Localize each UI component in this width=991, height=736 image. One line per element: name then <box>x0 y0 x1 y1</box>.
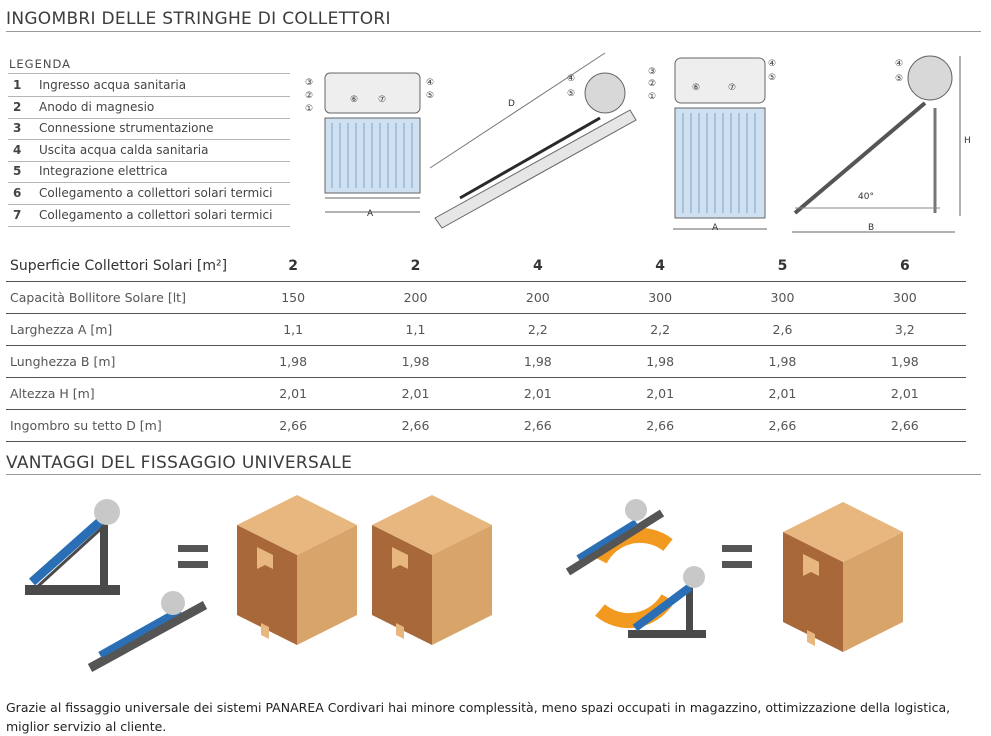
legend-item-number: 3 <box>13 121 22 136</box>
callout-4-right-a: ④ <box>426 78 435 88</box>
row-label: Altezza H [m] <box>6 378 232 410</box>
row-label: Ingombro su tetto D [m] <box>6 410 232 442</box>
specs-table <box>6 250 966 442</box>
table-cell: 1,98 <box>354 346 476 378</box>
table-cell: 2,01 <box>844 378 966 410</box>
advantages-illustration <box>0 490 991 685</box>
table-cell: 5 <box>721 250 843 282</box>
dim-a-label-1: A <box>367 209 374 219</box>
table-cell: 2 <box>354 250 476 282</box>
table-cell: 2,66 <box>599 410 721 442</box>
legend-item-number: 2 <box>13 99 22 114</box>
table-cell: 2,6 <box>721 314 843 346</box>
table-cell: 2,01 <box>721 378 843 410</box>
table-row <box>6 378 966 410</box>
technical-diagrams <box>300 48 980 238</box>
front-view-large <box>648 58 776 233</box>
row-label: Lunghezza B [m] <box>6 346 232 378</box>
table-cell: 2,66 <box>477 410 599 442</box>
legend-item-label: Collegamento a collettori solari termici <box>39 186 273 200</box>
table-cell: 4 <box>477 250 599 282</box>
legend-item <box>8 183 290 205</box>
table-cell: 200 <box>477 282 599 314</box>
callout-2-left-a: ② <box>305 91 314 101</box>
side-view-frame <box>792 56 971 233</box>
legend-item <box>8 205 290 227</box>
table-cell: 300 <box>721 282 843 314</box>
legend-item-label: Connessione strumentazione <box>39 121 214 136</box>
footer-text: Grazie al fissaggio universale dei sistemi PANAREA Cordivari hai minore complessità, meno spazi occupati in magazzino, ottimizzazione della logistica, miglior servizio al cliente. <box>6 700 951 734</box>
rotating-systems <box>568 499 706 638</box>
table-cell: 300 <box>844 282 966 314</box>
callout-4-right-b: ④ <box>768 59 777 69</box>
row-label: Superficie Collettori Solari [m²] <box>6 250 232 282</box>
table-cell: 150 <box>232 282 354 314</box>
legend-item-number: 4 <box>13 142 22 157</box>
table-cell: 2 <box>232 250 354 282</box>
callout-6-a: ⑥ <box>350 95 359 105</box>
legend-item-label: Collegamento a collettori solari termici <box>39 207 273 222</box>
row-label: Larghezza A [m] <box>6 314 232 346</box>
legend-item <box>8 97 290 119</box>
table-row <box>6 282 966 314</box>
callout-7-b: ⑦ <box>728 83 737 93</box>
legend-item <box>8 140 290 162</box>
angle-label: 40° <box>858 192 874 202</box>
table-cell: 2,66 <box>721 410 843 442</box>
legend-item-label: Integrazione elettrica <box>39 164 168 179</box>
table-cell: 2,01 <box>599 378 721 410</box>
table-cell: 2,66 <box>232 410 354 442</box>
table-cell: 1,98 <box>844 346 966 378</box>
box-icon-1 <box>237 495 357 645</box>
callout-5-frame: ⑤ <box>895 74 904 84</box>
callout-6-b: ⑥ <box>692 83 701 93</box>
table-cell: 1,1 <box>354 314 476 346</box>
table-cell: 1,98 <box>232 346 354 378</box>
dim-d-label: D <box>508 99 515 109</box>
callout-5-right-a: ⑤ <box>426 91 435 101</box>
table-cell: 2,01 <box>354 378 476 410</box>
callout-4-frame: ④ <box>895 59 904 69</box>
equals-sign-1 <box>178 545 208 568</box>
table-cell: 200 <box>354 282 476 314</box>
legend-item-number: 1 <box>13 78 22 92</box>
callout-4-side: ④ <box>567 74 576 84</box>
dim-h-label: H <box>964 136 971 146</box>
callout-3-left-b: ③ <box>648 67 657 77</box>
side-view-roof <box>430 53 636 228</box>
callout-5-right-b: ⑤ <box>768 73 777 83</box>
section-title-rule <box>6 31 981 32</box>
legend-item <box>8 118 290 140</box>
legend-item-number: 7 <box>13 207 22 222</box>
table-row <box>6 410 966 442</box>
table-cell: 2,66 <box>354 410 476 442</box>
legend-top-rule <box>8 73 290 74</box>
legend-item-label: Uscita acqua calda sanitaria <box>39 142 209 157</box>
legend-item-label: Ingresso acqua sanitaria <box>39 78 187 92</box>
table-cell: 4 <box>599 250 721 282</box>
legend-item-number: 6 <box>13 186 22 200</box>
table-cell: 2,2 <box>477 314 599 346</box>
callout-2-left-b: ② <box>648 79 657 89</box>
legend-item-number: 5 <box>13 164 22 179</box>
system-frame-mounted <box>25 499 120 595</box>
front-view-small <box>305 73 434 219</box>
table-cell: 300 <box>599 282 721 314</box>
legend-title: LEGENDA <box>9 57 71 71</box>
system-roof-mounted <box>90 591 205 668</box>
table-cell: 2,01 <box>232 378 354 410</box>
callout-7-a: ⑦ <box>378 95 387 105</box>
legend-item <box>8 75 290 97</box>
table-cell: 6 <box>844 250 966 282</box>
section-title-vantaggi: VANTAGGI DEL FISSAGGIO UNIVERSALE <box>6 453 353 473</box>
table-cell: 2,66 <box>844 410 966 442</box>
box-icon-2 <box>372 495 492 645</box>
table-cell: 1,1 <box>232 314 354 346</box>
section-title-ingombri: INGOMBRI DELLE STRINGHE DI COLLETTORI <box>6 9 391 29</box>
callout-5-side: ⑤ <box>567 89 576 99</box>
table-cell: 2,01 <box>477 378 599 410</box>
callout-1-left-b: ① <box>648 92 657 102</box>
equals-sign-2 <box>722 545 752 568</box>
table-cell: 3,2 <box>844 314 966 346</box>
table-header-row <box>6 250 966 282</box>
section2-title-rule <box>6 474 981 475</box>
box-icon-3 <box>783 502 903 652</box>
legend-item-label: Anodo di magnesio <box>39 99 155 114</box>
table-cell: 2,2 <box>599 314 721 346</box>
legend-item <box>8 161 290 183</box>
table-row <box>6 346 966 378</box>
table-cell: 1,98 <box>721 346 843 378</box>
callout-1-left-a: ① <box>305 104 314 114</box>
table-cell: 1,98 <box>599 346 721 378</box>
row-label: Capacità Bollitore Solare [lt] <box>6 282 232 314</box>
dim-b-label: B <box>868 223 875 233</box>
callout-3-left-a: ③ <box>305 78 314 88</box>
dim-a-label-2: A <box>712 223 719 233</box>
table-cell: 1,98 <box>477 346 599 378</box>
table-row <box>6 314 966 346</box>
